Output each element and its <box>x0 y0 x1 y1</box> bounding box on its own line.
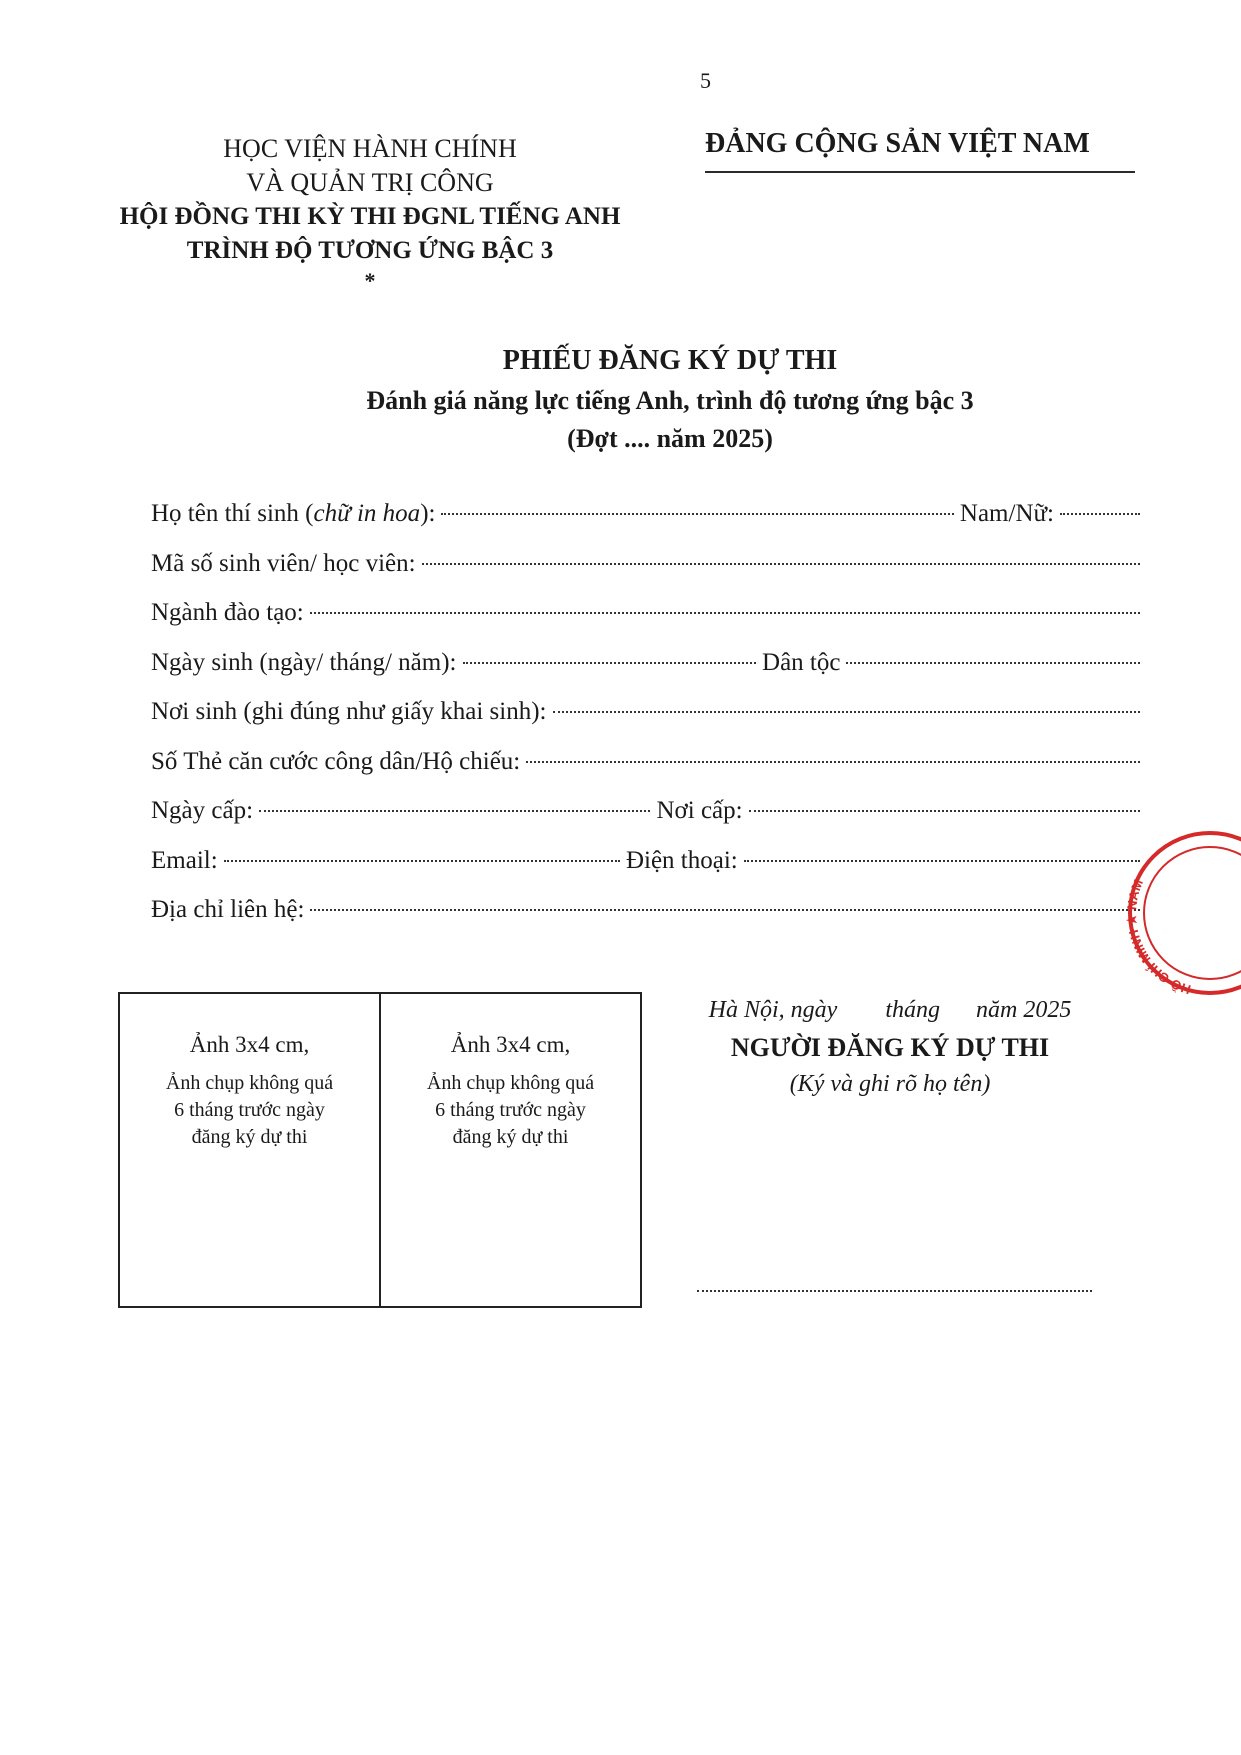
ethnicity-label: Dân tộc <box>762 648 841 676</box>
birthplace-input-line[interactable] <box>553 711 1141 713</box>
email-input-line[interactable] <box>224 860 620 862</box>
svg-text:HỒ CHÍ MINH ★ NAM <box>1124 877 1193 997</box>
student-id-input-line[interactable] <box>422 563 1140 565</box>
red-seal-stamp <box>1105 828 1241 998</box>
full-name-input-line[interactable] <box>441 513 953 515</box>
council-line-1: HỘI ĐỒNG THI KỲ THI ĐGNL TIẾNG ANH <box>119 203 621 230</box>
field-birthplace <box>151 698 1146 748</box>
photo-size-label: Ảnh 3x4 cm, <box>450 1032 571 1057</box>
gender-input-line[interactable] <box>1060 513 1140 515</box>
form-subtitle: Đánh giá năng lực tiếng Anh, trình độ tương ứng bậc 3 <box>366 386 974 415</box>
field-id-card <box>151 748 1146 798</box>
seal-text: HỒ CHÍ MINH ★ NAM <box>1123 877 1193 998</box>
phone-label: Điện thoại: <box>625 846 738 874</box>
issuing-organization <box>90 132 650 294</box>
full-name-label: Họ tên thí sinh (chữ in hoa): <box>151 500 436 527</box>
id-card-label: Số Thẻ căn cước công dân/Hộ chiếu: <box>151 747 521 775</box>
council-line-2: TRÌNH ĐỘ TƯƠNG ỨNG BẬC 3 <box>186 237 554 264</box>
gender-label: Nam/Nữ: <box>959 500 1054 527</box>
page-number: 5 <box>700 68 711 93</box>
form-title: PHIẾU ĐĂNG KÝ DỰ THI <box>502 345 838 376</box>
org-name-line-2: VÀ QUẢN TRỊ CÔNG <box>246 168 494 197</box>
photo-note: Ảnh chụp không quá 6 tháng trước ngày đăng ký dự thi <box>426 1072 595 1148</box>
seal-icon <box>1105 828 1241 998</box>
dob-label: Ngày sinh (ngày/ tháng/ năm): <box>151 648 457 676</box>
form-batch: (Đợt .... năm 2025) <box>567 424 773 453</box>
org-name-line-1: HỌC VIỆN HÀNH CHÍNH <box>223 134 517 163</box>
photo-size-label: Ảnh 3x4 cm, <box>189 1032 310 1057</box>
field-issue <box>151 797 1146 847</box>
photo-frame <box>118 992 642 1308</box>
signature-note: (Ký và ghi rõ họ tên) <box>789 1071 991 1097</box>
star-mark: * <box>364 268 376 293</box>
field-dob <box>151 649 1146 699</box>
address-input-line[interactable] <box>310 909 1140 911</box>
student-id-label: Mã số sinh viên/ học viên: <box>151 549 416 577</box>
issue-date-input-line[interactable] <box>259 810 650 812</box>
field-major <box>151 599 1146 649</box>
issue-place-input-line[interactable] <box>749 810 1140 812</box>
party-heading: ĐẢNG CỘNG SẢN VIỆT NAM <box>705 128 1090 159</box>
issue-place-label: Nơi cấp: <box>656 797 743 824</box>
email-label: Email: <box>151 846 218 874</box>
id-card-input-line[interactable] <box>526 761 1140 763</box>
phone-input-line[interactable] <box>744 860 1140 862</box>
field-contact <box>151 847 1146 897</box>
signature-date-line: Hà Nội, ngày tháng năm 2025 <box>708 997 1072 1023</box>
field-address <box>151 896 1146 946</box>
dob-input-line[interactable] <box>463 662 757 664</box>
party-underline <box>705 171 1135 173</box>
signature-title: NGƯỜI ĐĂNG KÝ DỰ THI <box>730 1033 1050 1062</box>
issue-date-label: Ngày cấp: <box>151 797 254 824</box>
photo-note: Ảnh chụp không quá 6 tháng trước ngày đăng ký dự thi <box>165 1072 334 1148</box>
birthplace-label: Nơi sinh (ghi đúng như giấy khai sinh): <box>151 698 547 725</box>
signature-block <box>660 990 1120 1102</box>
signature-line[interactable] <box>697 1290 1092 1292</box>
address-label: Địa chỉ liên hệ: <box>151 896 305 923</box>
photo-slot-1[interactable] <box>120 994 379 1306</box>
photo-slot-2[interactable] <box>379 994 640 1306</box>
ethnicity-input-line[interactable] <box>846 662 1140 664</box>
major-input-line[interactable] <box>310 612 1140 614</box>
field-student-id <box>151 550 1146 600</box>
form-title-block <box>200 340 1140 458</box>
major-label: Ngành đào tạo: <box>151 599 304 626</box>
field-full-name <box>151 500 1146 550</box>
registration-fields <box>151 500 1146 946</box>
